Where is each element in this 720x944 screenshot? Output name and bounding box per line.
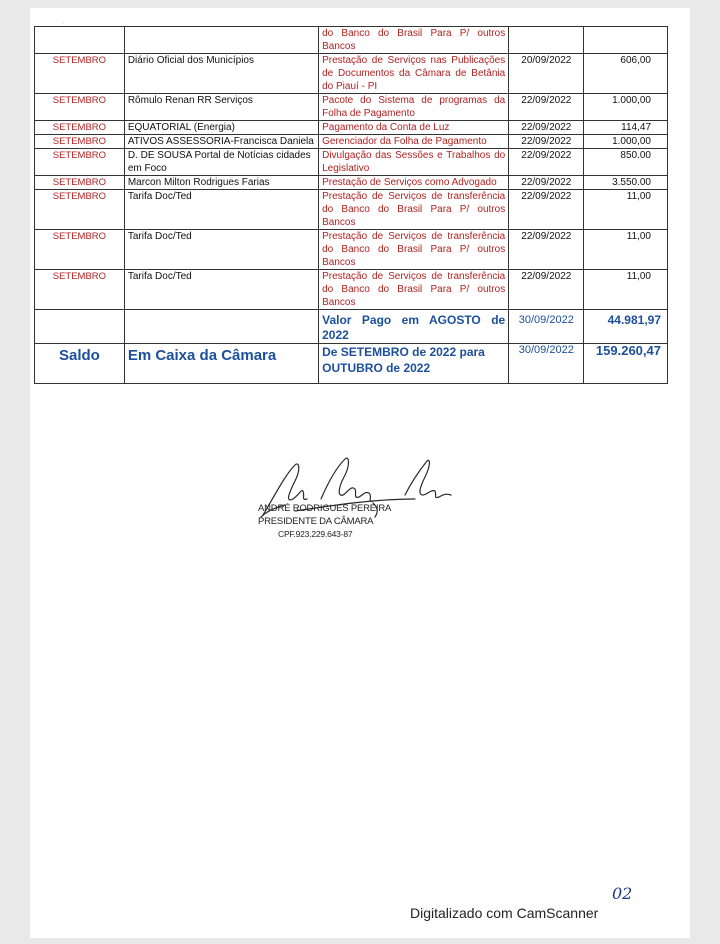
total-date: 30/09/2022 [509, 310, 584, 344]
value-cell: 11,00 [584, 270, 668, 310]
value-cell: 606,00 [584, 54, 668, 94]
creditor-cell [124, 27, 318, 54]
saldo-period: De SETEMBRO de 2022 para OUTUBRO de 2022 [319, 344, 509, 384]
date-cell: 20/09/2022 [509, 54, 584, 94]
creditor-cell: Tarifa Doc/Ted [124, 270, 318, 310]
creditor-cell: Marcon Milton Rodrigues Farias [124, 176, 318, 190]
saldo-label: Saldo [35, 344, 125, 384]
month-cell: SETEMBRO [35, 270, 125, 310]
table-row [35, 230, 668, 270]
signatory-cpf: CPF.923.229.643-87 [278, 529, 353, 539]
date-cell: 22/09/2022 [509, 121, 584, 135]
creditor-cell: Tarifa Doc/Ted [124, 230, 318, 270]
page-number: 02 [612, 884, 633, 903]
creditor-cell: EQUATORIAL (Energia) [124, 121, 318, 135]
date-cell [509, 27, 584, 54]
table-row [35, 54, 668, 94]
signatory-name: ANDRÉ RODRIGUES PEREIRA [258, 503, 392, 514]
creditor-cell: Diário Oficial dos Municípios [124, 54, 318, 94]
table-row [35, 270, 668, 310]
creditor-cell: Rômulo Renan RR Serviços [124, 94, 318, 121]
value-cell: 3.550.00 [584, 176, 668, 190]
date-cell: 22/09/2022 [509, 176, 584, 190]
month-cell: SETEMBRO [35, 230, 125, 270]
value-cell: 1.000,00 [584, 135, 668, 149]
creditor-cell: D. DE SOUSA Portal de Notícias cidades em Foco [124, 149, 318, 176]
month-cell [35, 27, 125, 54]
description-cell: Prestação de Serviços nas Publicações de Documentos da Câmara de Betânia do Piauí - PI [319, 54, 509, 94]
month-cell: SETEMBRO [35, 176, 125, 190]
month-cell: SETEMBRO [35, 149, 125, 176]
total-row [35, 310, 668, 344]
value-cell: 1.000,00 [584, 94, 668, 121]
saldo-row [35, 344, 668, 384]
month-cell: SETEMBRO [35, 135, 125, 149]
description-cell: Pagamento da Conta de Luz [319, 121, 509, 135]
total-month-cell [35, 310, 125, 344]
month-cell: SETEMBRO [35, 190, 125, 230]
table-row [35, 149, 668, 176]
total-value: 44.981,97 [584, 310, 668, 344]
date-cell: 22/09/2022 [509, 94, 584, 121]
scanner-watermark: Digitalizado com CamScanner [410, 905, 599, 921]
month-cell: SETEMBRO [35, 54, 125, 94]
value-cell: 114,47 [584, 121, 668, 135]
month-cell: SETEMBRO [35, 121, 125, 135]
date-cell: 22/09/2022 [509, 230, 584, 270]
total-description: Valor Pago em AGOSTO de 2022 [319, 310, 509, 344]
value-cell [584, 27, 668, 54]
total-creditor-cell [124, 310, 318, 344]
value-cell: 850.00 [584, 149, 668, 176]
date-cell: 22/09/2022 [509, 270, 584, 310]
saldo-date: 30/09/2022 [509, 344, 584, 384]
description-cell: Prestação de Serviços de transferência do Banco do Brasil Para P/ outros Bancos [319, 270, 509, 310]
description-cell: do Banco do Brasil Para P/ outros Bancos [319, 27, 509, 54]
creditor-cell: ATIVOS ASSESSORIA-Francisca Daniela [124, 135, 318, 149]
scan-speck: · [62, 20, 64, 26]
saldo-value: 159.260,47 [584, 344, 668, 384]
date-cell: 22/09/2022 [509, 149, 584, 176]
table-row [35, 27, 668, 54]
value-cell: 11,00 [584, 190, 668, 230]
description-cell: Pacote do Sistema de programas da Folha de Pagamento [319, 94, 509, 121]
description-cell: Gerenciador da Folha de Pagamento [319, 135, 509, 149]
description-cell: Prestação de Serviços de transferência do Banco do Brasil Para P/ outros Bancos [319, 230, 509, 270]
value-cell: 11,00 [584, 230, 668, 270]
table-row [35, 190, 668, 230]
date-cell: 22/09/2022 [509, 190, 584, 230]
signatory-role: PRESIDENTE DA CÂMARA [258, 516, 374, 527]
saldo-location: Em Caixa da Câmara [124, 344, 318, 384]
creditor-cell: Tarifa Doc/Ted [124, 190, 318, 230]
table-row [35, 176, 668, 190]
date-cell: 22/09/2022 [509, 135, 584, 149]
table-row [35, 121, 668, 135]
description-cell: Prestação de Serviços como Advogado [319, 176, 509, 190]
table-row [35, 94, 668, 121]
description-cell: Divulgação das Sessões e Trabalhos do Legislativo [319, 149, 509, 176]
table-row [35, 135, 668, 149]
payments-table [34, 26, 668, 384]
month-cell: SETEMBRO [35, 94, 125, 121]
description-cell: Prestação de Serviços de transferência do Banco do Brasil Para P/ outros Bancos [319, 190, 509, 230]
